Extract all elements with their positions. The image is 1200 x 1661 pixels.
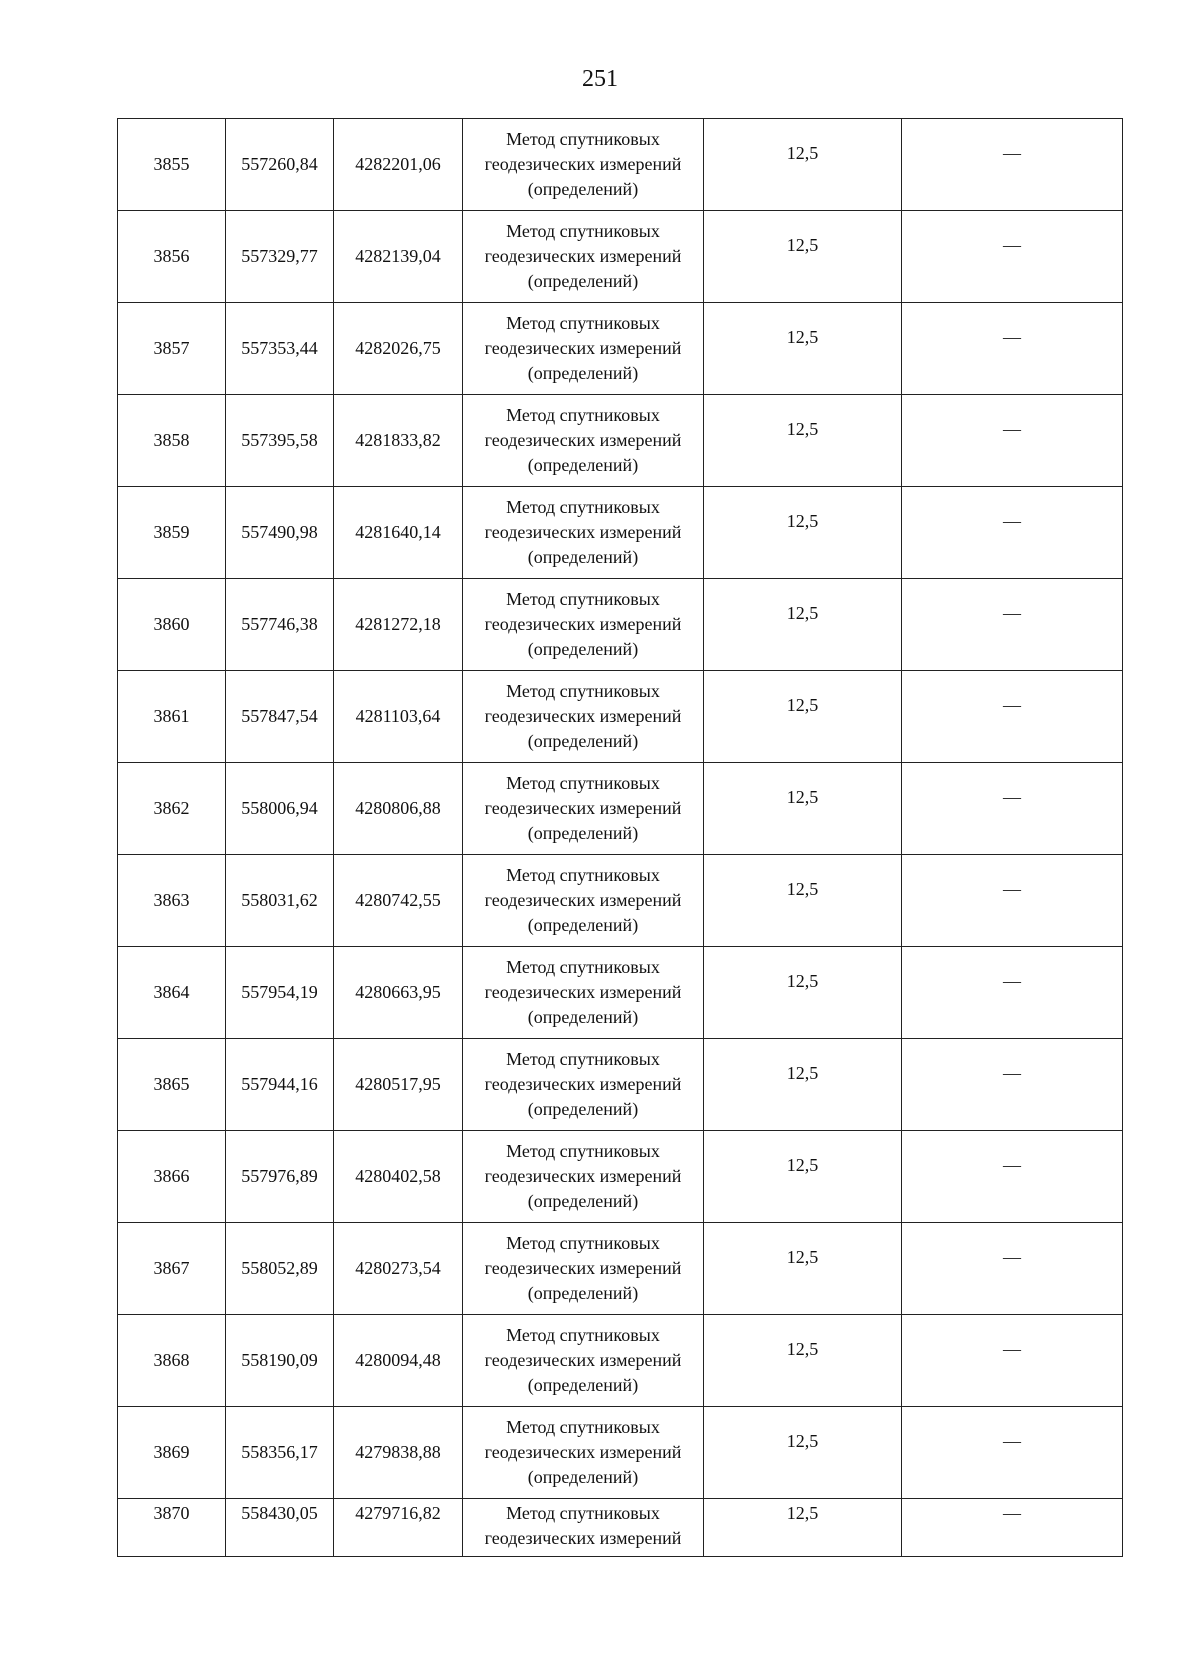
note-text: — — [1003, 511, 1021, 531]
point-number-cell: 3858 — [118, 395, 226, 487]
method-text: Метод спутниковых геодезических измерений (определений) — [484, 221, 682, 291]
method-cell — [463, 487, 704, 579]
note-cell — [902, 119, 1123, 211]
point-number-cell: 3864 — [118, 947, 226, 1039]
note-text: — — [1003, 1063, 1021, 1083]
note-text: — — [1003, 1339, 1021, 1359]
method-cell — [463, 671, 704, 763]
method-cell — [463, 763, 704, 855]
table-row — [118, 855, 1123, 947]
point-number-cell: 3856 — [118, 211, 226, 303]
y-coordinate-cell: 4280806,88 — [334, 763, 463, 855]
y-coordinate-cell: 4281103,64 — [334, 671, 463, 763]
point-number-cell: 3861 — [118, 671, 226, 763]
note-cell — [902, 1407, 1123, 1499]
method-text: Метод спутниковых геодезических измерений (определений) — [484, 681, 682, 751]
x-coordinate-cell: 557353,44 — [226, 303, 334, 395]
accuracy-text: 12,5 — [786, 1431, 819, 1451]
note-cell — [902, 1223, 1123, 1315]
x-coordinate-cell: 558356,17 — [226, 1407, 334, 1499]
method-text: Метод спутниковых геодезических измерений (определений) — [484, 1417, 682, 1487]
table-row — [118, 947, 1123, 1039]
accuracy-text: 12,5 — [786, 603, 819, 623]
accuracy-cell — [704, 1499, 902, 1557]
accuracy-text: 12,5 — [786, 1063, 819, 1083]
method-text: Метод спутниковых геодезических измерений (определений) — [484, 957, 682, 1027]
accuracy-cell — [704, 119, 902, 211]
method-cell — [463, 119, 704, 211]
x-coordinate-cell: 557395,58 — [226, 395, 334, 487]
note-cell — [902, 947, 1123, 1039]
accuracy-cell — [704, 303, 902, 395]
note-text: — — [1003, 787, 1021, 807]
table-row — [118, 487, 1123, 579]
method-text: Метод спутниковых геодезических измерений (определений) — [484, 1049, 682, 1119]
method-text: Метод спутниковых геодезических измерений (определений) — [484, 497, 682, 567]
note-cell — [902, 1131, 1123, 1223]
point-number-cell: 3867 — [118, 1223, 226, 1315]
table-row — [118, 671, 1123, 763]
note-text: — — [1003, 235, 1021, 255]
accuracy-text: 12,5 — [786, 511, 819, 531]
method-cell — [463, 1407, 704, 1499]
x-coordinate-cell: 557746,38 — [226, 579, 334, 671]
point-number-cell: 3857 — [118, 303, 226, 395]
note-text: — — [1003, 1503, 1021, 1523]
x-coordinate-cell: 558430,05 — [226, 1499, 334, 1557]
table-row — [118, 211, 1123, 303]
x-coordinate-cell: 557260,84 — [226, 119, 334, 211]
point-number-cell: 3869 — [118, 1407, 226, 1499]
note-cell — [902, 1039, 1123, 1131]
accuracy-text: 12,5 — [786, 879, 819, 899]
method-text: Метод спутниковых геодезических измерений (определений) — [484, 865, 682, 935]
point-number-cell: 3863 — [118, 855, 226, 947]
table-row — [118, 1499, 1123, 1557]
note-cell — [902, 487, 1123, 579]
y-coordinate-cell: 4280663,95 — [334, 947, 463, 1039]
table-row — [118, 763, 1123, 855]
note-cell — [902, 303, 1123, 395]
point-number-cell: 3859 — [118, 487, 226, 579]
note-cell — [902, 1315, 1123, 1407]
method-text: Метод спутниковых геодезических измерений (определений) — [484, 313, 682, 383]
method-text: Метод спутниковых геодезических измерений (определений) — [484, 1325, 682, 1395]
method-text: Метод спутниковых геодезических измерений — [484, 1503, 682, 1548]
y-coordinate-cell: 4280402,58 — [334, 1131, 463, 1223]
method-cell — [463, 1131, 704, 1223]
method-cell — [463, 1499, 704, 1557]
method-text: Метод спутниковых геодезических измерений (определений) — [484, 1141, 682, 1211]
method-cell — [463, 395, 704, 487]
table-row — [118, 1039, 1123, 1131]
method-text: Метод спутниковых геодезических измерений (определений) — [484, 1233, 682, 1303]
accuracy-cell — [704, 211, 902, 303]
note-text: — — [1003, 879, 1021, 899]
accuracy-cell — [704, 855, 902, 947]
table-row — [118, 303, 1123, 395]
accuracy-text: 12,5 — [786, 787, 819, 807]
point-number-cell: 3870 — [118, 1499, 226, 1557]
y-coordinate-cell: 4282139,04 — [334, 211, 463, 303]
point-number-cell: 3865 — [118, 1039, 226, 1131]
table-row — [118, 119, 1123, 211]
accuracy-text: 12,5 — [786, 1503, 819, 1523]
accuracy-cell — [704, 579, 902, 671]
accuracy-text: 12,5 — [786, 1339, 819, 1359]
method-cell — [463, 303, 704, 395]
method-cell — [463, 1039, 704, 1131]
page-number: 251 — [582, 66, 618, 92]
accuracy-text: 12,5 — [786, 1247, 819, 1267]
note-text: — — [1003, 1431, 1021, 1451]
accuracy-text: 12,5 — [786, 695, 819, 715]
method-cell — [463, 947, 704, 1039]
note-text: — — [1003, 971, 1021, 991]
method-cell — [463, 1315, 704, 1407]
y-coordinate-cell: 4281640,14 — [334, 487, 463, 579]
y-coordinate-cell: 4279716,82 — [334, 1499, 463, 1557]
accuracy-cell — [704, 1131, 902, 1223]
accuracy-cell — [704, 1315, 902, 1407]
note-text: — — [1003, 603, 1021, 623]
y-coordinate-cell: 4280094,48 — [334, 1315, 463, 1407]
point-number-cell: 3860 — [118, 579, 226, 671]
x-coordinate-cell: 558006,94 — [226, 763, 334, 855]
table-row — [118, 1315, 1123, 1407]
table-row — [118, 579, 1123, 671]
method-cell — [463, 1223, 704, 1315]
accuracy-text: 12,5 — [786, 143, 819, 163]
y-coordinate-cell: 4281272,18 — [334, 579, 463, 671]
accuracy-cell — [704, 947, 902, 1039]
point-number-cell: 3862 — [118, 763, 226, 855]
method-cell — [463, 579, 704, 671]
accuracy-text: 12,5 — [786, 1155, 819, 1175]
y-coordinate-cell: 4280742,55 — [334, 855, 463, 947]
method-cell — [463, 855, 704, 947]
accuracy-cell — [704, 763, 902, 855]
note-text: — — [1003, 695, 1021, 715]
point-number-cell: 3868 — [118, 1315, 226, 1407]
table-row — [118, 1223, 1123, 1315]
x-coordinate-cell: 557329,77 — [226, 211, 334, 303]
y-coordinate-cell: 4282201,06 — [334, 119, 463, 211]
y-coordinate-cell: 4280273,54 — [334, 1223, 463, 1315]
coordinates-table — [117, 118, 1123, 1557]
accuracy-cell — [704, 487, 902, 579]
x-coordinate-cell: 558190,09 — [226, 1315, 334, 1407]
note-text: — — [1003, 143, 1021, 163]
x-coordinate-cell: 557847,54 — [226, 671, 334, 763]
table-body — [118, 119, 1123, 1557]
x-coordinate-cell: 557944,16 — [226, 1039, 334, 1131]
table-row — [118, 395, 1123, 487]
x-coordinate-cell: 558031,62 — [226, 855, 334, 947]
note-cell — [902, 763, 1123, 855]
y-coordinate-cell: 4280517,95 — [334, 1039, 463, 1131]
note-cell — [902, 579, 1123, 671]
point-number-cell: 3866 — [118, 1131, 226, 1223]
note-cell — [902, 211, 1123, 303]
accuracy-cell — [704, 1407, 902, 1499]
method-text: Метод спутниковых геодезических измерений (определений) — [484, 773, 682, 843]
x-coordinate-cell: 558052,89 — [226, 1223, 334, 1315]
y-coordinate-cell: 4279838,88 — [334, 1407, 463, 1499]
accuracy-text: 12,5 — [786, 327, 819, 347]
x-coordinate-cell: 557954,19 — [226, 947, 334, 1039]
method-text: Метод спутниковых геодезических измерений (определений) — [484, 129, 682, 199]
note-cell — [902, 855, 1123, 947]
note-text: — — [1003, 1155, 1021, 1175]
method-cell — [463, 211, 704, 303]
accuracy-text: 12,5 — [786, 419, 819, 439]
y-coordinate-cell: 4282026,75 — [334, 303, 463, 395]
y-coordinate-cell: 4281833,82 — [334, 395, 463, 487]
accuracy-text: 12,5 — [786, 235, 819, 255]
method-text: Метод спутниковых геодезических измерений (определений) — [484, 589, 682, 659]
x-coordinate-cell: 557976,89 — [226, 1131, 334, 1223]
note-cell — [902, 1499, 1123, 1557]
note-cell — [902, 395, 1123, 487]
accuracy-cell — [704, 1039, 902, 1131]
accuracy-cell — [704, 1223, 902, 1315]
table-row — [118, 1407, 1123, 1499]
x-coordinate-cell: 557490,98 — [226, 487, 334, 579]
accuracy-cell — [704, 395, 902, 487]
note-cell — [902, 671, 1123, 763]
table-row — [118, 1131, 1123, 1223]
accuracy-text: 12,5 — [786, 971, 819, 991]
note-text: — — [1003, 327, 1021, 347]
point-number-cell: 3855 — [118, 119, 226, 211]
note-text: — — [1003, 1247, 1021, 1267]
accuracy-cell — [704, 671, 902, 763]
method-text: Метод спутниковых геодезических измерений (определений) — [484, 405, 682, 475]
note-text: — — [1003, 419, 1021, 439]
